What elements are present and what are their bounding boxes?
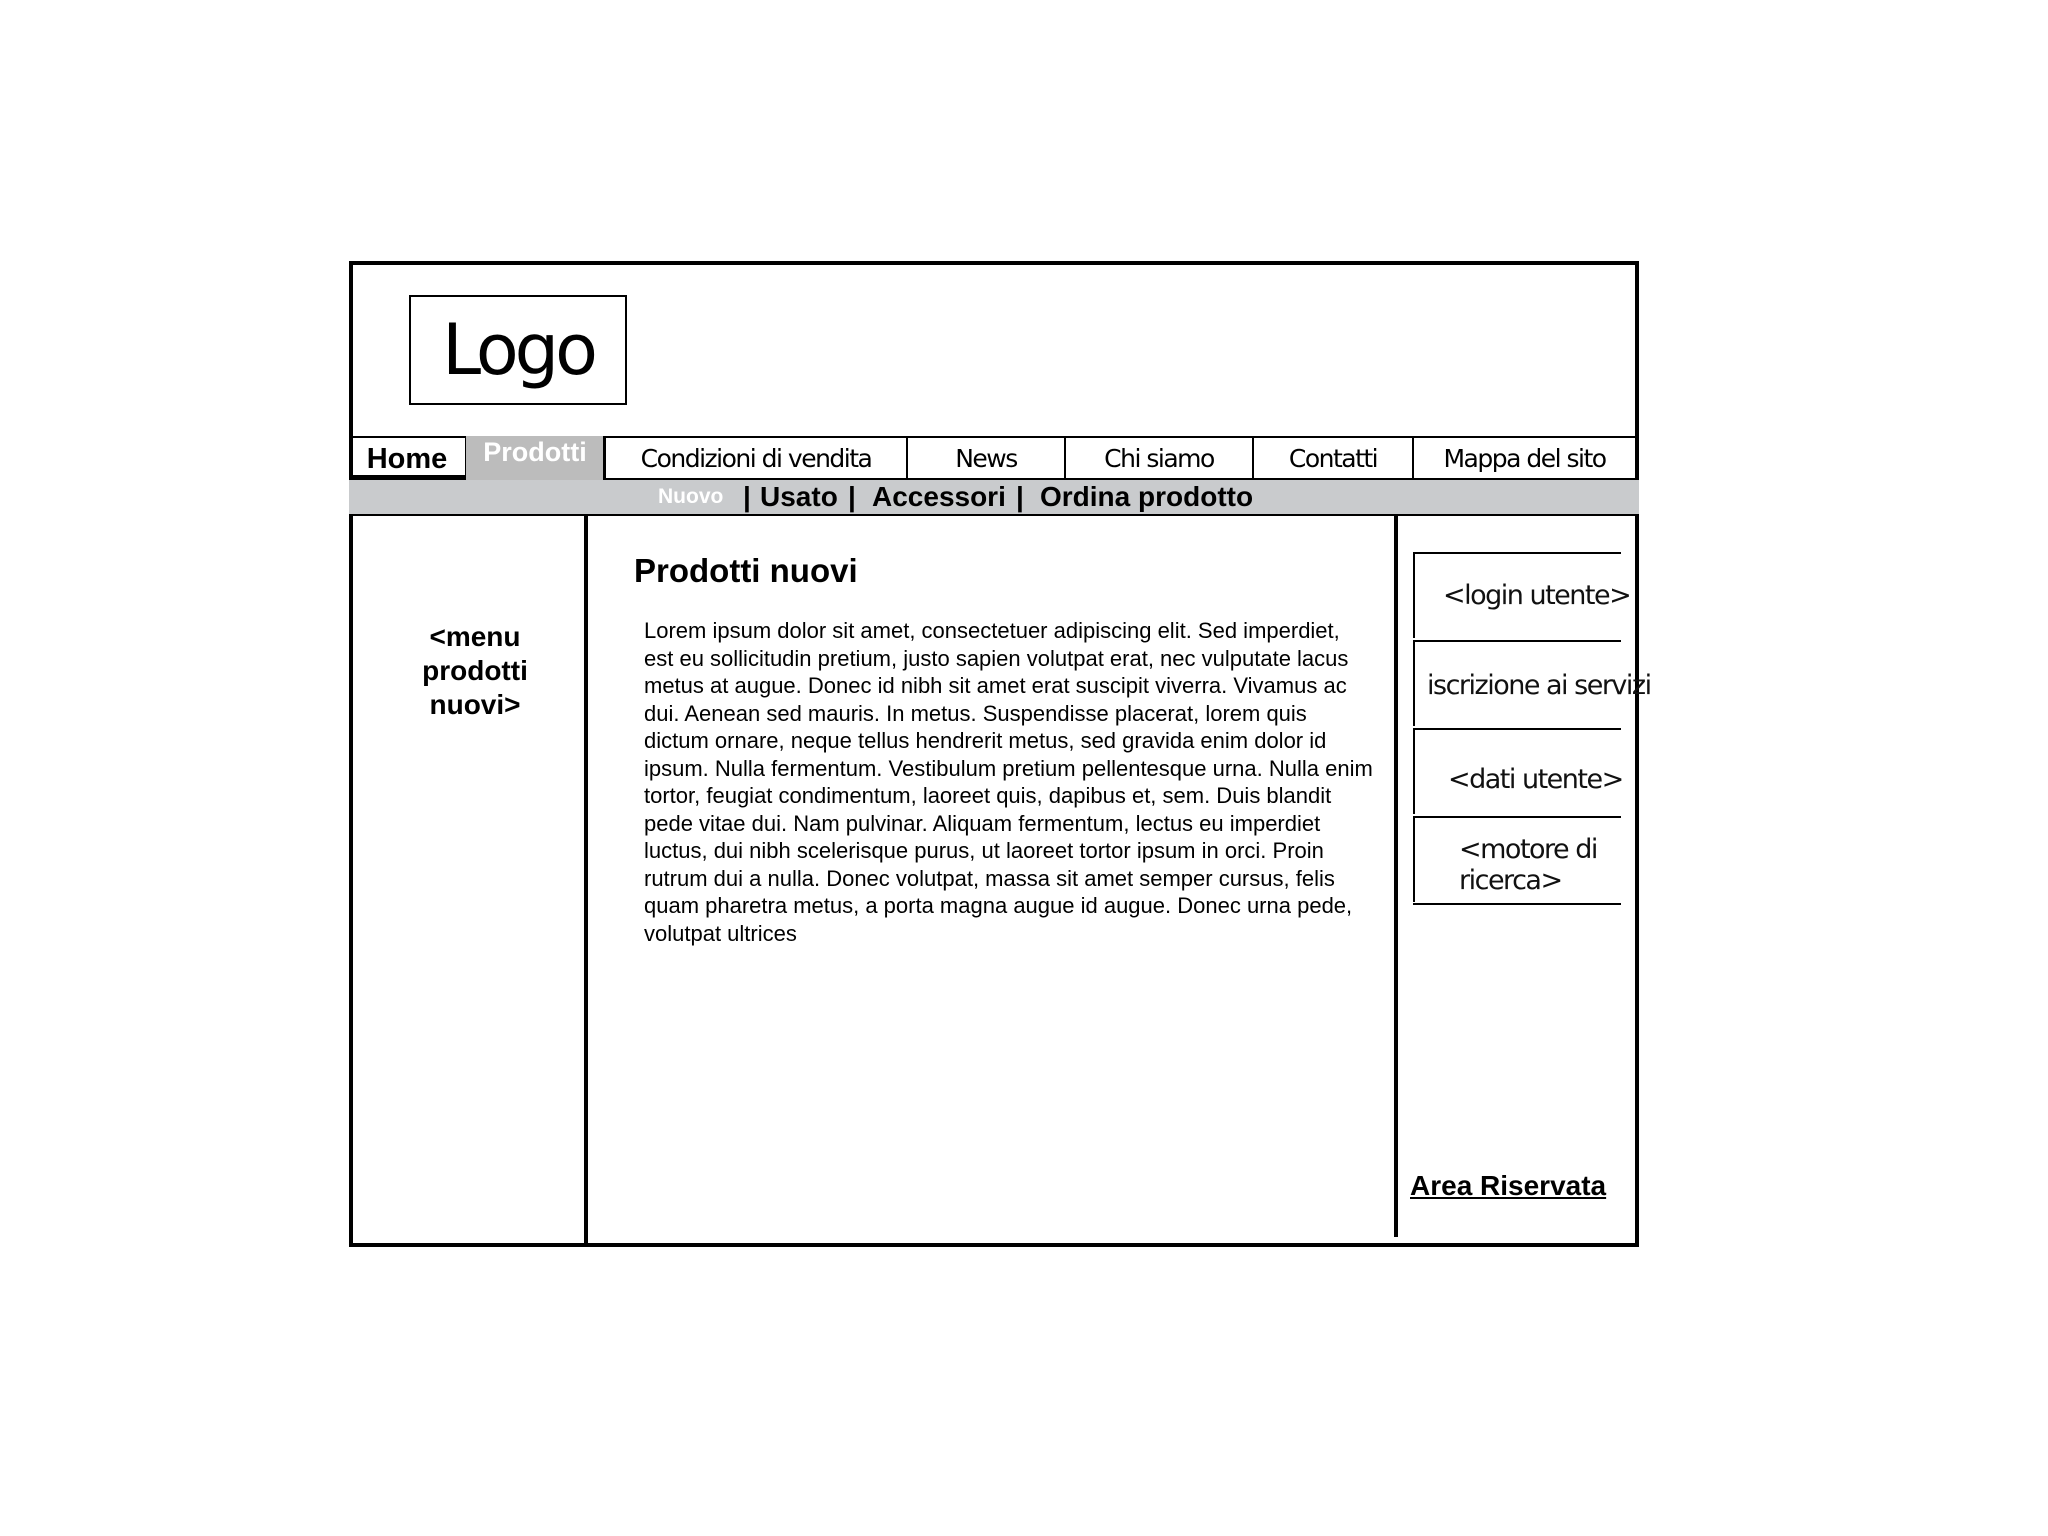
nav-item-contatti[interactable]: Contatti [1288, 444, 1378, 473]
nav-item-chi-siamo[interactable]: Chi siamo [1104, 444, 1214, 473]
page-title: Prodotti nuovi [634, 552, 858, 589]
subnav-item-nuovo[interactable]: Nuovo [658, 485, 724, 508]
nav-item-home[interactable]: Home [349, 438, 465, 478]
nav-item-mappa[interactable]: Mappa del sito [1443, 444, 1606, 473]
sidebar-divider-bottom [1413, 903, 1621, 905]
login-label: <login utente> [1443, 580, 1631, 611]
main-body-text: Lorem ipsum dolor sit amet, consectetuer adipiscing elit. Sed imperdiet, est eu sollicitudin pretium, justo sapien volutpat erat, nec vulputate lacus metus at augue. Donec id nibh sit amet erat suscipit viverra. Vivamus ac dui. Aenean sed mauris. In metus. Suspendisse placerat, lorem quis dictum ornare, neque tellus hendrerit metus, sed gravida enim dolor id ipsum. Nulla fermentum. Vestibulum pretium pellentesque urna. Nulla enim tortor, feugiat condimentum, laoreet quis, dapibus et, sem. Duis blandit pede vitae dui. Nam pulvinar. Aliquam fermentum, lectus eu imperdiet luctus, dui nibh scelerisque purus, ut laoreet tortor ipsum in orci. Proin rutrum dui a nulla. Donec volutpat, massa sit amet semper cursus, felis quam pharetra metus, a porta magna augue id augue. Donec urna pede, volutpat ultrices [644, 618, 1373, 946]
login-box[interactable] [1413, 552, 1631, 638]
user-data-label: <dati utente> [1448, 764, 1623, 795]
subnav-separator: | [743, 481, 751, 512]
nav-item-condizioni[interactable]: Condizioni di vendita [640, 444, 872, 473]
column-divider-left [584, 514, 588, 1247]
subnav-separator: | [848, 481, 856, 512]
iscrizione-box[interactable] [1413, 640, 1651, 726]
search-engine-box[interactable] [1413, 816, 1621, 902]
column-divider-right [1394, 514, 1398, 1237]
nav-item-news[interactable]: News [955, 444, 1017, 473]
search-engine-label-line1: <motore di [1459, 834, 1597, 865]
search-engine-label-line2: ricerca> [1459, 865, 1562, 896]
area-riservata-link[interactable]: Area Riservata [1410, 1170, 1607, 1201]
subnav-item-ordina[interactable]: Ordina prodotto [1040, 481, 1254, 512]
left-menu-placeholder: <menu prodotti nuovi> [422, 621, 528, 720]
subnav-separator: | [1016, 481, 1024, 512]
subnav-item-usato[interactable]: Usato [760, 481, 838, 512]
logo[interactable]: Logo [409, 295, 627, 405]
nav-item-prodotti[interactable]: Prodotti [466, 436, 604, 493]
iscrizione-label: iscrizione ai servizi [1427, 670, 1651, 701]
user-data-box[interactable] [1413, 728, 1621, 814]
subnav-item-accessori[interactable]: Accessori [872, 481, 1006, 512]
